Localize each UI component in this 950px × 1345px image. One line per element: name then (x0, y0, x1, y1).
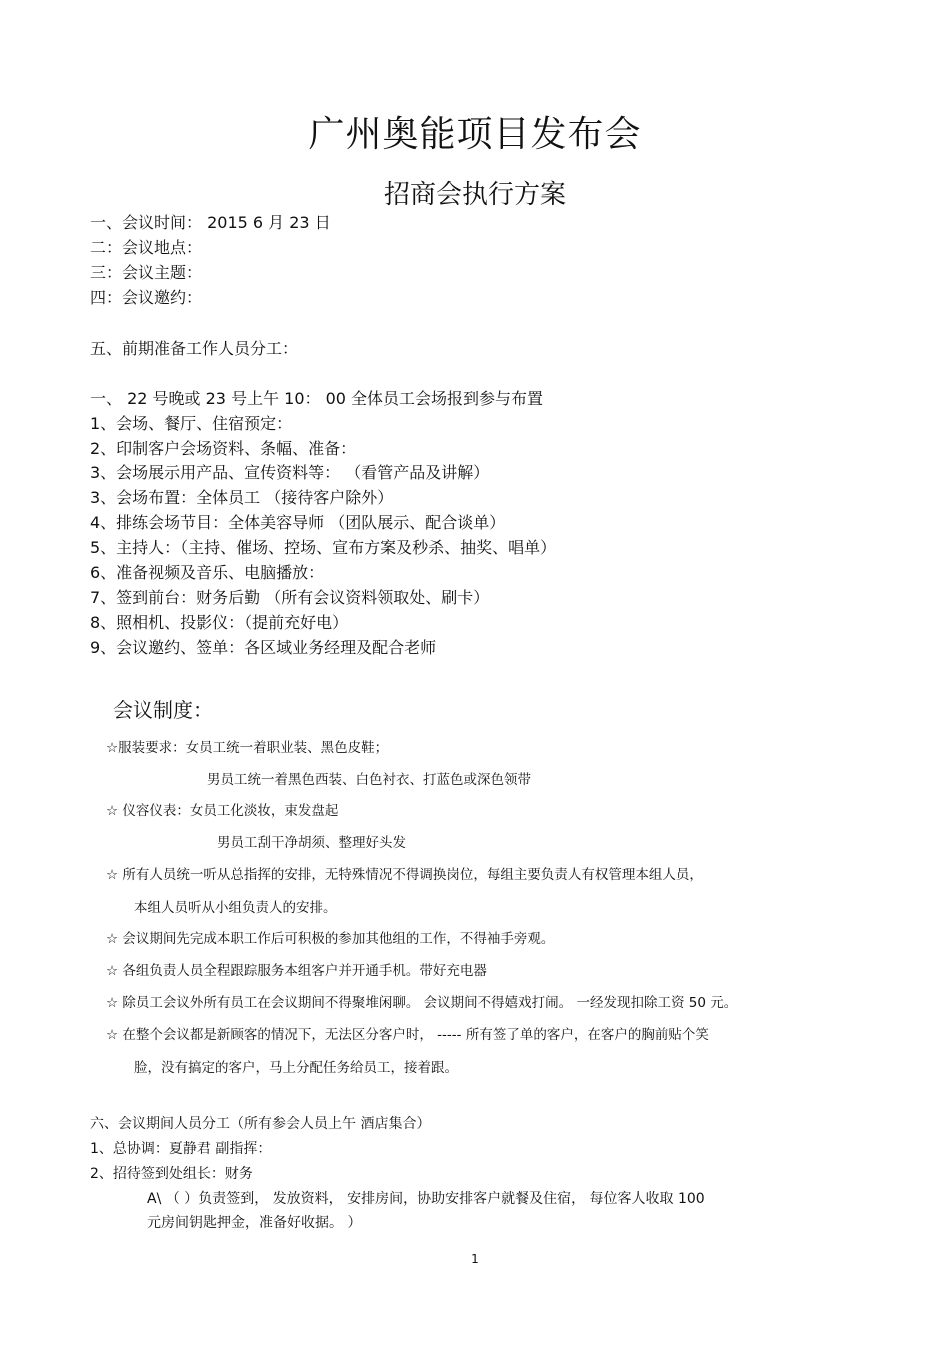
prep-item: 4、排练会场节目：全体美容导师 （团队展示、配合谈单） (90, 513, 506, 532)
rule-line: ☆服装要求：女员工统一着职业装、黑色皮鞋； (106, 740, 389, 756)
document-subtitle: 招商会执行方案 (383, 180, 566, 210)
section-six-line: A\ （ ）负责签到， 发放资料， 安排房间，协助安排客户就餐及住宿， 每位客人收取 100 (147, 1191, 705, 1207)
section-six-line: 1、总协调：夏静君 副指挥： (90, 1141, 272, 1157)
prep-item: 3、会场布置：全体员工 （接待客户除外） (90, 488, 394, 507)
document-title: 广州奥能项目发布会 (308, 114, 642, 155)
prep-item: 2、印制客户会场资料、条幅、准备： (90, 439, 357, 458)
prep-item: 一、 22 号晚或 23 号上午 10： 00 全体员工会场报到参与布置 (90, 389, 544, 408)
rule-line: 本组人员听从小组负责人的安排。 (134, 900, 337, 916)
info-meeting-place: 二：会议地点： (90, 238, 203, 257)
prep-item: 8、照相机、投影仪：（提前充好电） (90, 613, 349, 632)
prep-item: 5、主持人：（主持、催场、控场、宣布方案及秒杀、抽奖、唱单） (90, 538, 557, 557)
info-meeting-invite: 四：会议邀约： (90, 288, 203, 307)
section-six-heading: 六、会议期间人员分工（所有参会人员上午 酒店集合） (90, 1116, 431, 1132)
section-six-line: 2、招待签到处组长：财务 (90, 1166, 253, 1182)
rule-line: 男员工刮干净胡须、整理好头发 (217, 835, 406, 851)
rule-line: ☆ 各组负责人员全程跟踪服务本组客户并开通手机。带好充电器 (106, 963, 487, 979)
prep-item: 9、会议邀约、签单：各区域业务经理及配合老师 (90, 638, 437, 657)
rule-line: 脸，没有搞定的客户，马上分配任务给员工，接着跟。 (134, 1060, 458, 1076)
rule-line: ☆ 除员工会议外所有员工在会议期间不得聚堆闲聊。 会议期间不得嬉戏打闹。 一经发现扣除工资 50 元。 (106, 995, 738, 1011)
rules-heading: 会议制度： (113, 698, 213, 722)
section-six-line: 元房间钥匙押金，准备好收据。 ） (147, 1215, 362, 1231)
rule-line: ☆ 所有人员统一听从总指挥的安排，无特殊情况不得调换岗位，每组主要负责人有权管理本组人员， (106, 867, 703, 883)
rule-line: ☆ 仪容仪表：女员工化淡妆，束发盘起 (106, 803, 339, 819)
info-meeting-theme: 三：会议主题： (90, 263, 203, 282)
rule-line: ☆ 在整个会议都是新顾客的情况下，无法区分客户时， ----- 所有签了单的客户，在客户的胸前贴个笑 (106, 1027, 709, 1043)
prep-item: 6、准备视频及音乐、电脑播放： (90, 563, 325, 582)
prep-item: 3、会场展示用产品、宣传资料等： （看管产品及讲解） (90, 463, 490, 482)
page-number: 1 (471, 1252, 479, 1266)
rule-line: ☆ 会议期间先完成本职工作后可积极的参加其他组的工作，不得袖手旁观。 (106, 931, 555, 947)
prep-item: 1、会场、餐厅、住宿预定： (90, 414, 293, 433)
section-five-heading: 五、前期准备工作人员分工： (90, 339, 299, 358)
info-meeting-time: 一、会议时间： 2015 6 月 23 日 (90, 213, 331, 232)
rule-line: 男员工统一着黑色西装、白色衬衣、打蓝色或深色领带 (207, 772, 531, 788)
prep-item: 7、签到前台：财务后勤 （所有会议资料领取处、刷卡） (90, 588, 490, 607)
